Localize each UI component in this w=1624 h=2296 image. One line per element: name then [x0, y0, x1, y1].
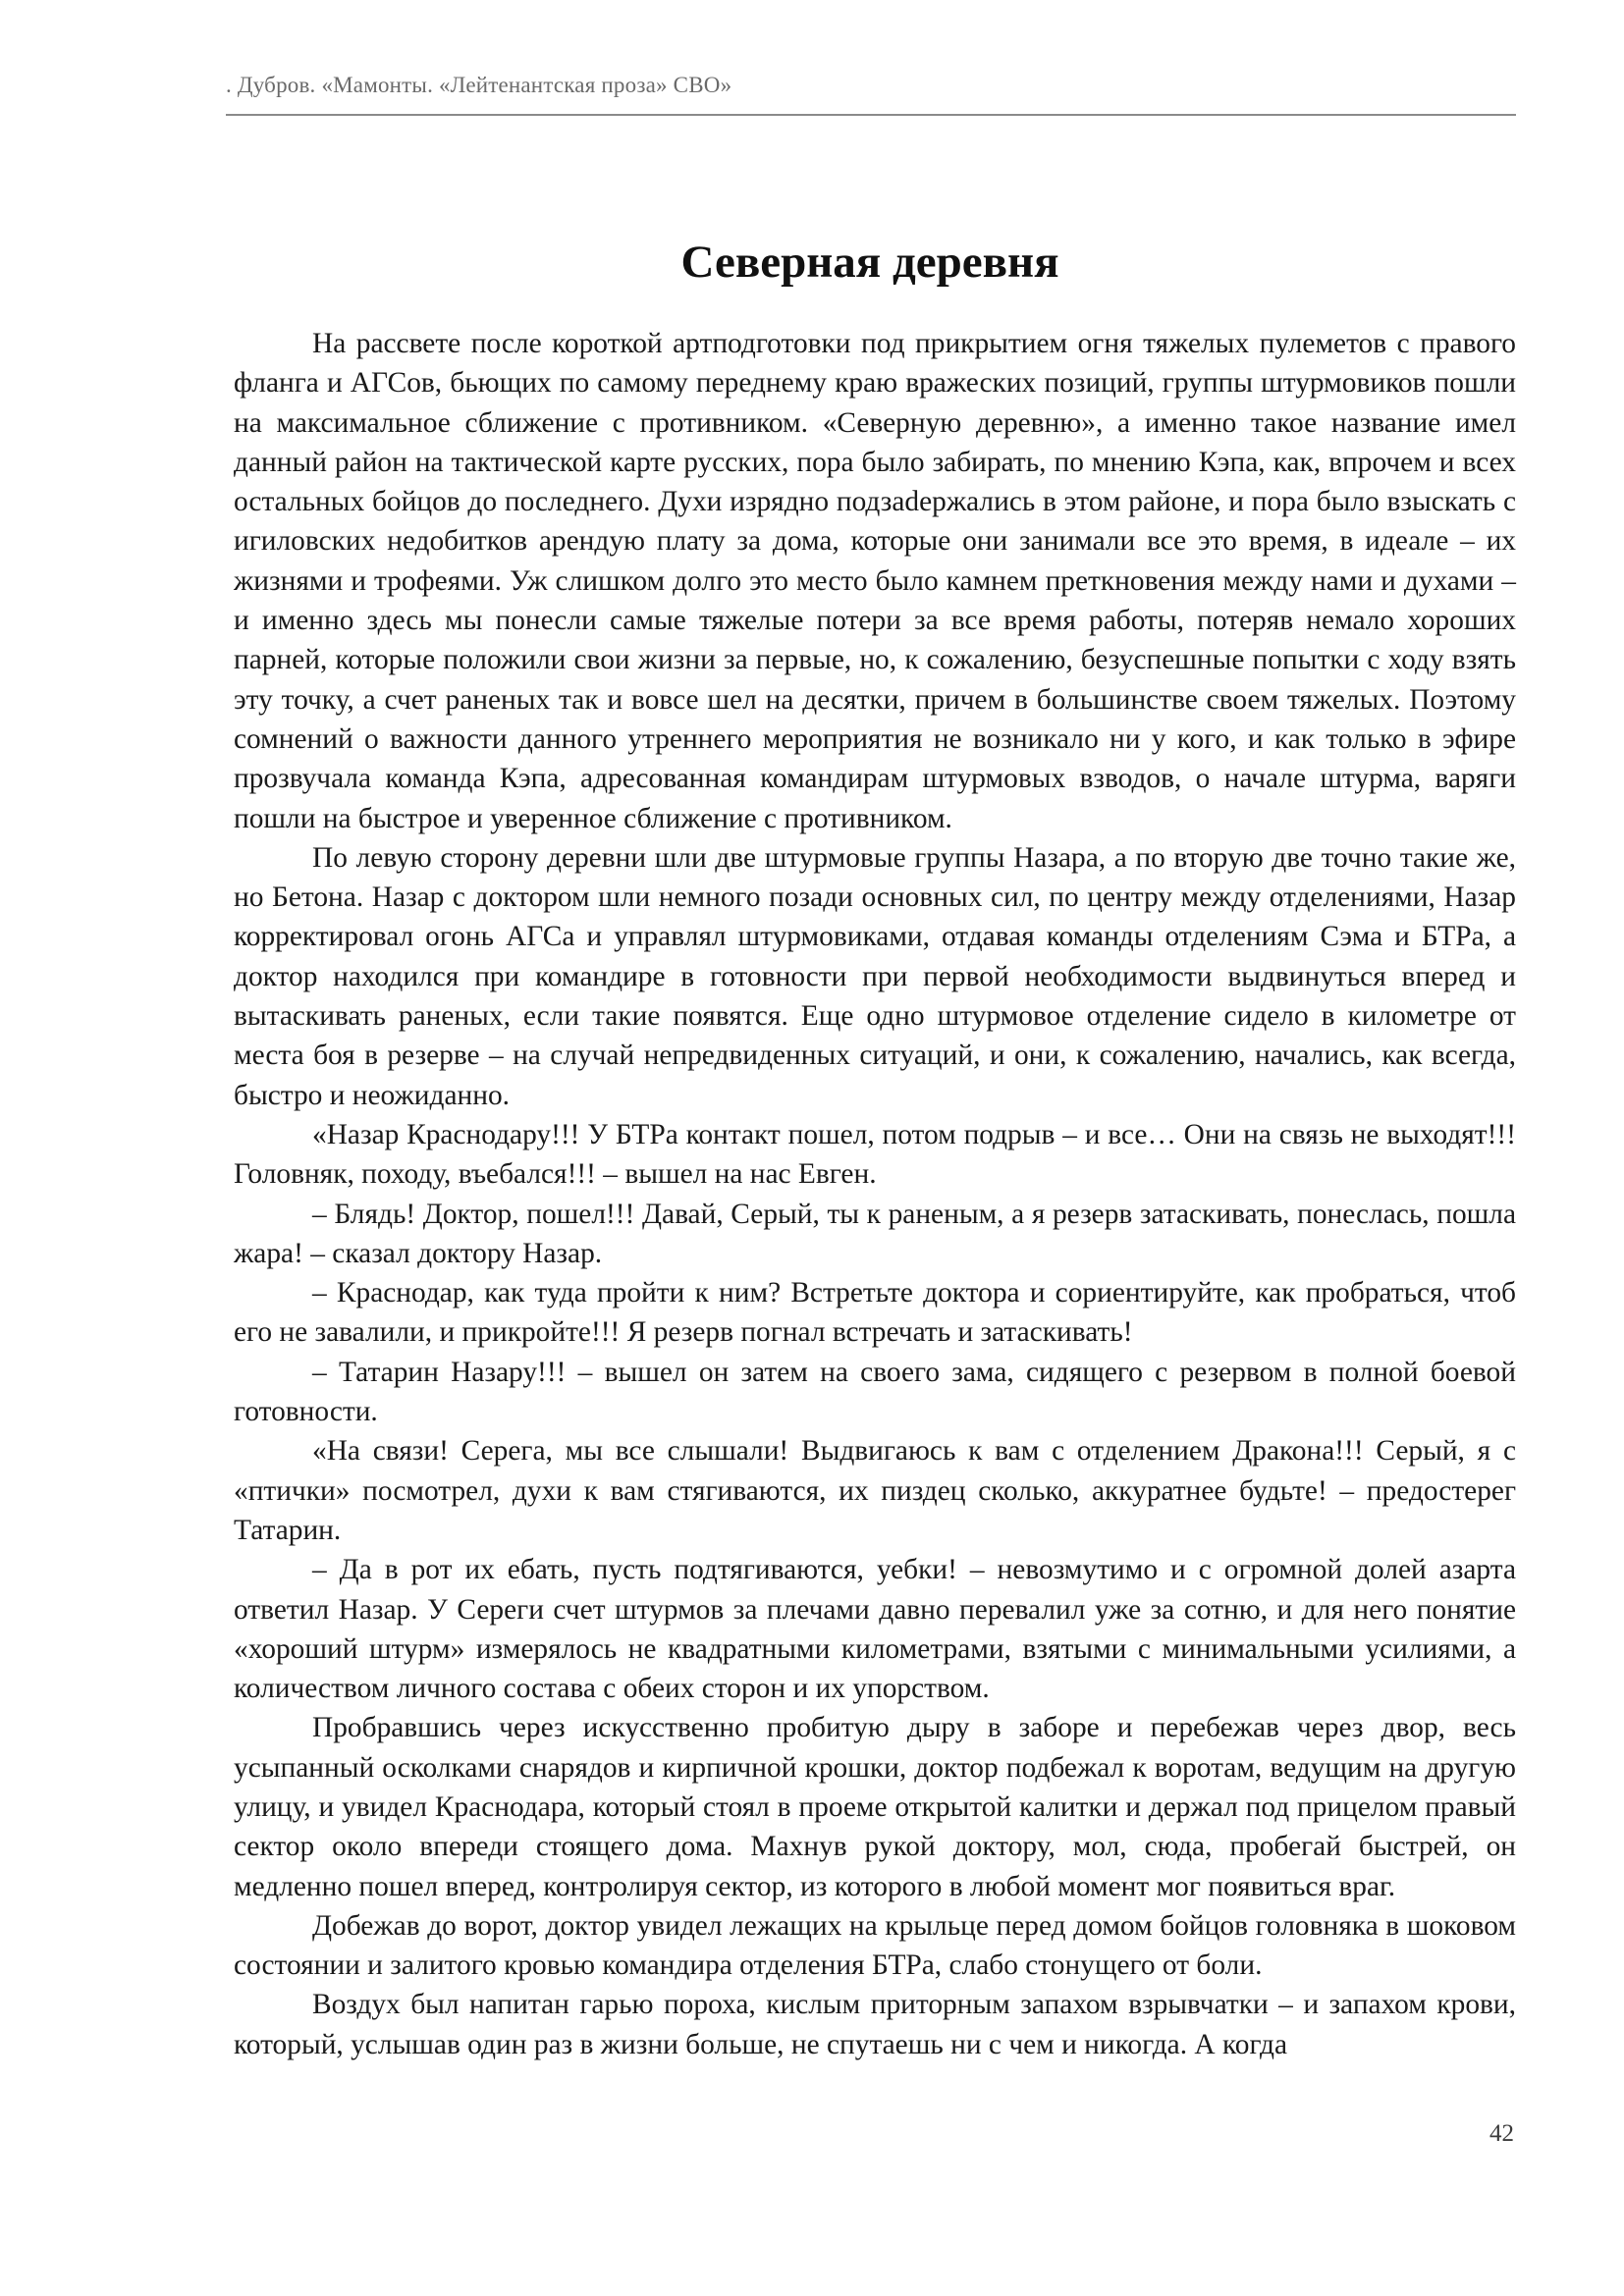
paragraph: – Краснодар, как туда пройти к ним? Встретьте доктора и сориентируйте, как пробраться, чтоб его не завалили, и прикройте!!! Я резерв погнал встречать и затаскивать!	[234, 1277, 1516, 1349]
body-text	[234, 324, 1516, 2064]
running-head: . Дубров. «Мамонты. «Лейтенантская проза» СВО»	[226, 73, 732, 97]
page-number: 42	[1489, 2120, 1514, 2147]
paragraph: Пробравшись через искусственно пробитую дыру в заборе и перебежав через двор, весь усыпанный осколками снарядов и кирпичной крошки, доктор подбежал к воротам, ведущим на другую улицу, и увидел Краснодара, который стоял в проеме открытой калитки и держал под прицелом правый сектор около впереди стоящего дома. Махнув рукой доктору, мол, сюда, пробегай быстрей, он медленно пошел вперед, контролируя сектор, из которого в любой момент мог появиться враг.	[234, 1712, 1516, 1902]
paragraph: – Блядь! Доктор, пошел!!! Давай, Серый, ты к раненым, а я резерв затаскивать, понеслась, пошла жара! – сказал доктору Назар.	[234, 1198, 1516, 1269]
paragraph: – Татарин Назару!!! – вышел он затем на своего зама, сидящего с резервом в полной боевой готовности.	[234, 1356, 1516, 1428]
paragraph: «Назар Краснодару!!! У БТРа контакт пошел, потом подрыв – и все… Они на связь не выходят!!! Головняк, походу, въебался!!! – вышел на нас Евген.	[234, 1118, 1516, 1191]
paragraph: По левую сторону деревни шли две штурмовые группы Назара, а по вторую две точно такие же, но Бетона. Назар с доктором шли немного позади основных сил, по центру между отделениями, Назар корректировал огонь АГСа и управлял штурмовиками, отдавая команды отделениям Сэма и БТРа, а доктор находился при командире в готовности при первой необходимости выдвинуться вперед и вытаскивать раненых, если такие появятся. Еще одно штурмовое отделение сидело в километре от места боя в резерве – на случай непредвиденных ситуаций, и они, к сожалению, начались, как всегда, быстро и неожиданно.	[234, 841, 1516, 1111]
paragraph: На рассвете после короткой артподготовки под прикрытием огня тяжелых пулеметов с правого фланга и АГСов, бьющих по самому переднему краю вражеских позиций, группы штурмовиков пошли на максимальное сближение с противником. «Северную деревню», а именно такое название имел данный район на тактической карте русских, пора было забирать, по мнению Кэпа, как, впрочем и всех остальных бойцов до последнего. Духи изрядно подзаdержались в этом районе, и пора было взыскать с игиловских недобитков арендую плату за дома, которые они занимали все это время, в идеале – их жизнями и трофеями. Уж слишком долго это место было камнем преткновения между нами и духами – и именно здесь мы понесли самые тяжелые потери за все время работы, потеряв немало хороших парней, которые положили свои жизни за первые, но, к сожалению, безуспешные попытки с ходу взять эту точку, а счет раненых так и вовсе шел на десятки, причем в большинстве своем тяжелых. Поэтому сомнений о важности данного утреннего мероприятия не возникало ни у кого, и как только в эфире прозвучала команда Кэпа, адресованная командирам штурмовых взводов, о начале штурма, варяги пошли на быстрое и уверенное сближение с противником.	[234, 328, 1516, 834]
chapter-title: Северная деревня	[680, 237, 1059, 288]
header-divider	[226, 114, 1516, 116]
paragraph: «На связи! Серега, мы все слышали! Выдвигаюсь к вам с отделением Дракона!!! Серый, я с «птички» посмотрел, духи к вам стягиваются, их пиздец сколько, аккуратнее будьте! – предостерег Татарин.	[234, 1435, 1516, 1546]
paragraph: Воздух был напитан гарью пороха, кислым приторным запахом взрывчатки – и запахом крови, который, услышав один раз в жизни больше, не спутаешь ни с чем и никогда. А когда	[234, 1989, 1516, 2060]
paragraph: Добежав до ворот, доктор увидел лежащих на крыльце перед домом бойцов головняка в шоковом состоянии и залитого кровью командира отделения БТРа, слабо стонущего от боли.	[234, 1909, 1516, 1982]
paragraph: – Да в рот их ебать, пусть подтягиваются, уебки! – невозмутимо и с огромной долей азарта ответил Назар. У Сереги счет штурмов за плечами давно перевалил уже за сотню, и для него понятие «хороший штурм» измерялось не квадратными километрами, взятыми с минимальными усилиями, а количеством личного состава с обеих сторон и их упорством.	[234, 1554, 1516, 1705]
